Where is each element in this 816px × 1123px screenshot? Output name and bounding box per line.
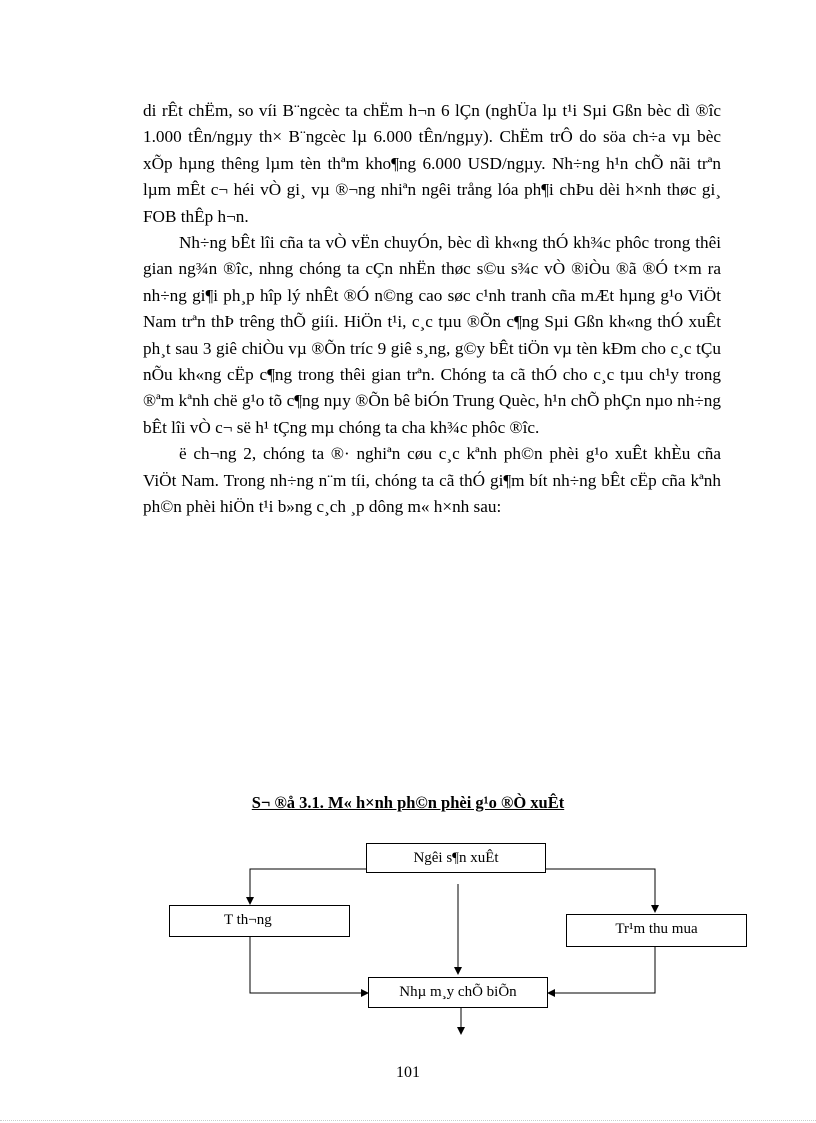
arrow-purchase-station-to-processing-plant (548, 947, 655, 993)
arrow-merchant-to-processing-plant (250, 937, 368, 993)
paragraph-1: di rÊt chËm, so víi B¨ngcèc ta chËm h¬n 6 lÇn (nghÜa lµ t¹i Sµi Gßn bèc dì ®îc 1.000 tÊn/ngµy th× B¨ngcèc lµ 6.000 tÊn/ngµy). ChËm trÔ do söa ch÷a vµ bèc xÕp hµng thêng lµm tèn thªm kho¶ng 6.000 USD/ngµy. Nh÷ng h¹n chÕ nãi trªn lµm mÊt c¬ héi vÒ gi¸ vµ ®¬ng nhiªn ngêi trång lóa ph¶i chÞu dèi h×nh thøc gi¸ FOB thÊp h¬n. (143, 101, 721, 226)
arrow-producer-to-purchase-station (545, 869, 655, 912)
page-bottom-rule (0, 1120, 816, 1121)
node-processing-plant: Nhµ m¸y chÕ biÕn (368, 977, 548, 1008)
body-text (143, 98, 721, 521)
node-producer: Ngêi s¶n xuÊt (366, 843, 546, 873)
node-merchant: T th¬ng (169, 905, 350, 937)
diagram-title-text: S¬ ®å 3.1. M« h×nh ph©n phèi g¹o ®Ò xuÊt (251, 793, 565, 812)
diagram-title (0, 793, 816, 813)
paragraph-3: ë ch¬ng 2, chóng ta ®· nghiªn cøu c¸c kªnh ph©n phèi g¹o xuÊt khÈu cña ViÖt Nam. Trong nh÷ng n¨m tíi, chóng ta cã thÓ gi¶m bít nh÷ng bÊt cËp cña kªnh ph©n phèi hiÖn t¹i b»ng c¸ch ¸p dông m« h×nh sau: (143, 444, 721, 517)
arrow-producer-to-merchant (250, 869, 367, 904)
page-number: 101 (396, 1064, 420, 1081)
paragraph-2: Nh÷ng bÊt lîi cña ta vÒ vËn chuyÓn, bèc dì kh«ng thÓ kh¾c phôc trong thêi gian ng¾n ®îc, nhng chóng ta cÇn nhËn thøc s©u s¾c vÒ ®iÒu ®ã ®Ó t×m ra nh÷ng gi¶i ph¸p hîp lý nhÊt ®Ó n©ng cao søc c¹nh tranh cña mÆt hµng g¹o ViÖt Nam trªn thÞ trêng thÕ giíi. HiÖn t¹i, c¸c tµu ®Õn c¶ng Sµi Gßn kh«ng thÓ xuÊt ph¸t sau 3 giê chiÒu vµ ®Õn tríc 9 giê s¸ng, g©y bÊt tiÖn vµ tèn kÐm cho c¸c tÇu nÕu kh«ng cËp c¶ng trong thêi gian trªn. Chóng ta cã thÓ cho c¸c tµu ch¹y trong ®ªm kªnh chë g¹o tõ c¶ng nµy ®Õn bê biÓn Trung Quèc, h¹n chÕ phÇn nµo nh÷ng bÊt lîi vÒ c¬ së h¹ tÇng mµ chóng ta cha kh¾c phôc ®îc. (143, 233, 721, 437)
node-purchase-station: Tr¹m thu mua (566, 914, 747, 947)
